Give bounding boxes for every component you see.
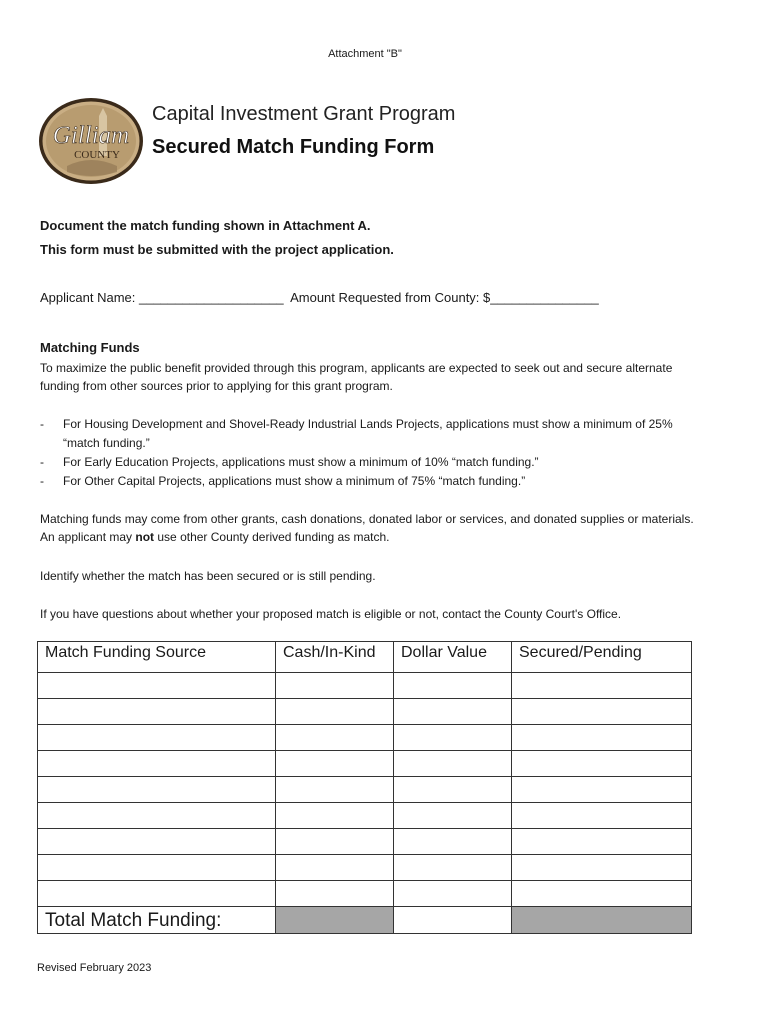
table-row	[38, 881, 692, 907]
svg-text:Gilliam: Gilliam	[52, 122, 130, 149]
table-header-row	[38, 642, 692, 673]
secured-pending-cell[interactable]	[512, 803, 692, 829]
secured-pending-cell[interactable]	[512, 699, 692, 725]
attachment-label: Attachment "B"	[328, 48, 402, 60]
secured-pending-cell[interactable]	[512, 829, 692, 855]
list-item: - For Other Capital Projects, applications must show a minimum of 75% “match funding.”	[40, 474, 526, 488]
cash-in-kind-cell[interactable]	[276, 699, 394, 725]
source-cell[interactable]	[38, 881, 276, 907]
applicant-name-amount-line: Applicant Name: ____________________ Amount Requested from County: $_______________	[40, 290, 599, 305]
secured-pending-cell[interactable]	[512, 725, 692, 751]
instruction-line-1: Document the match funding shown in Attachment A.	[40, 218, 371, 233]
list-item: - For Early Education Projects, applications must show a minimum of 10% “match funding.”	[40, 455, 539, 469]
cash-in-kind-cell[interactable]	[276, 829, 394, 855]
total-cash-in-kind-cell	[276, 907, 394, 934]
table-row	[38, 699, 692, 725]
source-cell[interactable]	[38, 855, 276, 881]
requirements-list	[40, 415, 700, 491]
dollar-value-cell[interactable]	[394, 803, 512, 829]
dollar-value-cell[interactable]	[394, 725, 512, 751]
source-cell[interactable]	[38, 725, 276, 751]
secured-pending-cell[interactable]	[512, 777, 692, 803]
source-cell[interactable]	[38, 699, 276, 725]
total-row	[38, 907, 692, 934]
cash-in-kind-cell[interactable]	[276, 777, 394, 803]
column-header-secured-pending: Secured/Pending	[512, 642, 692, 673]
table-row	[38, 803, 692, 829]
matching-funds-sources-paragraph: Matching funds may come from other grants, cash donations, donated labor or services, and donated supplies or materials. An applicant may not use other County derived funding as match.	[40, 512, 694, 544]
dollar-value-cell[interactable]	[394, 777, 512, 803]
matching-funds-heading: Matching Funds	[40, 340, 140, 355]
dollar-value-cell[interactable]	[394, 829, 512, 855]
source-cell[interactable]	[38, 803, 276, 829]
source-cell[interactable]	[38, 777, 276, 803]
questions-contact-paragraph: If you have questions about whether your proposed match is eligible or not, contact the County Court's Office.	[40, 607, 622, 621]
total-dollar-value-cell[interactable]	[394, 907, 512, 934]
cash-in-kind-cell[interactable]	[276, 881, 394, 907]
list-item: - For Housing Development and Shovel-Ready Industrial Lands Projects, applications must show a minimum of 25% “match funding.”	[40, 417, 673, 450]
total-match-funding-label: Total Match Funding:	[38, 907, 276, 934]
source-cell[interactable]	[38, 751, 276, 777]
secured-pending-cell[interactable]	[512, 673, 692, 699]
column-header-source: Match Funding Source	[38, 642, 276, 673]
cash-in-kind-cell[interactable]	[276, 725, 394, 751]
source-cell[interactable]	[38, 829, 276, 855]
identify-status-paragraph: Identify whether the match has been secured or is still pending.	[40, 569, 376, 583]
svg-text:COUNTY: COUNTY	[74, 149, 120, 161]
instruction-line-2: This form must be submitted with the project application.	[40, 242, 394, 257]
table-row	[38, 673, 692, 699]
table-row	[38, 829, 692, 855]
form-title: Secured Match Funding Form	[152, 136, 435, 158]
secured-pending-cell[interactable]	[512, 751, 692, 777]
secured-pending-cell[interactable]	[512, 855, 692, 881]
revision-date: Revised February 2023	[37, 962, 152, 974]
dollar-value-cell[interactable]	[394, 881, 512, 907]
dollar-value-cell[interactable]	[394, 855, 512, 881]
table-row	[38, 855, 692, 881]
program-title: Capital Investment Grant Program	[152, 103, 456, 125]
table-row	[38, 725, 692, 751]
table-row	[38, 751, 692, 777]
column-header-dollar-value: Dollar Value	[394, 642, 512, 673]
dollar-value-cell[interactable]	[394, 673, 512, 699]
matching-funds-intro: To maximize the public benefit provided through this program, applicants are expected to seek out and secure alternate funding from other sources prior to applying for this grant program.	[40, 361, 673, 393]
column-header-cash-in-kind: Cash/In-Kind	[276, 642, 394, 673]
match-funding-table	[37, 641, 692, 934]
table-row	[38, 777, 692, 803]
source-cell[interactable]	[38, 673, 276, 699]
gilliam-county-logo	[37, 96, 145, 186]
total-secured-pending-cell	[512, 907, 692, 934]
dollar-value-cell[interactable]	[394, 751, 512, 777]
cash-in-kind-cell[interactable]	[276, 751, 394, 777]
secured-pending-cell[interactable]	[512, 881, 692, 907]
cash-in-kind-cell[interactable]	[276, 855, 394, 881]
cash-in-kind-cell[interactable]	[276, 673, 394, 699]
dollar-value-cell[interactable]	[394, 699, 512, 725]
cash-in-kind-cell[interactable]	[276, 803, 394, 829]
